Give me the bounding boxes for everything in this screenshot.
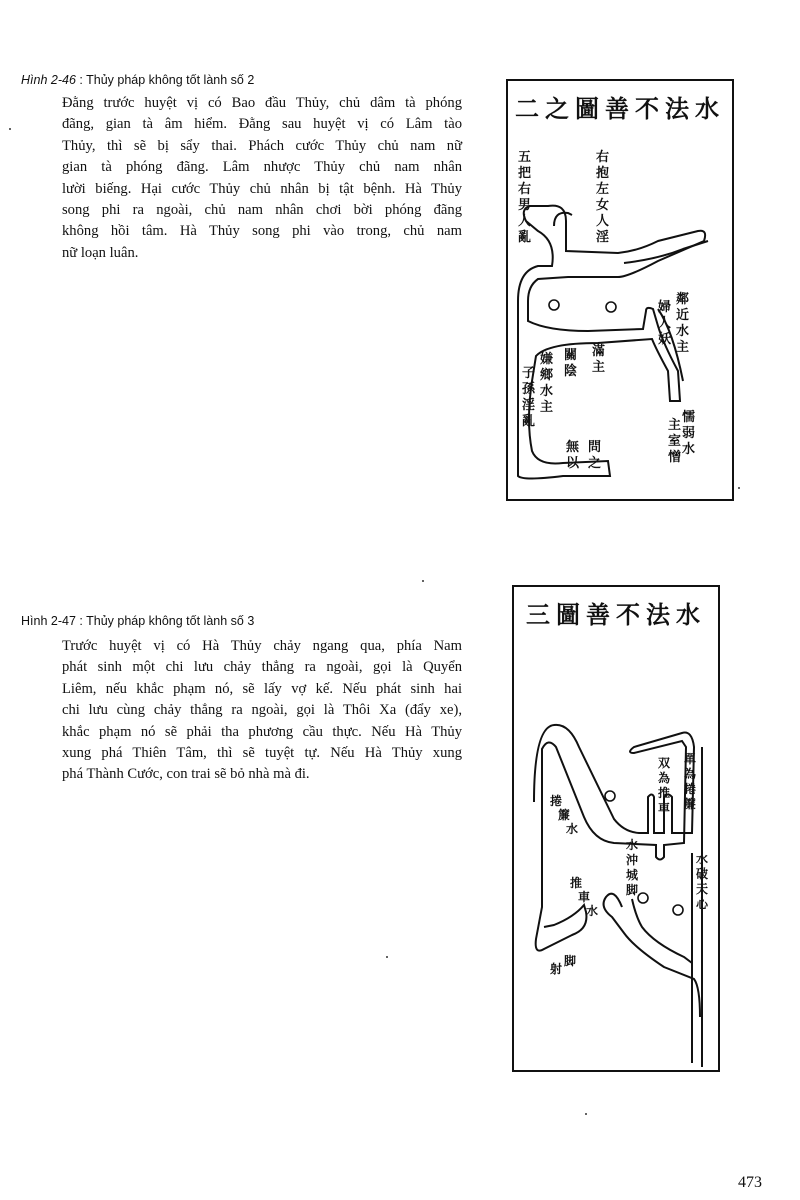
svg-text:左: 左	[596, 182, 610, 197]
text-line: không hồi tâm. Hà Thủy song phi vào trong, chủ nam	[62, 223, 462, 240]
svg-text:婦: 婦	[658, 300, 672, 315]
svg-text:滿: 滿	[592, 344, 606, 359]
svg-text:水: 水	[566, 822, 579, 836]
caption-separator: :	[75, 73, 87, 87]
svg-text:室: 室	[668, 434, 682, 449]
text-line: chi lưu cùng chảy thẳng ra ngoài, gọi là Thôi Xa (đẩy xe),	[62, 702, 462, 719]
svg-text:以: 以	[566, 456, 580, 471]
svg-text:主: 主	[668, 418, 682, 433]
svg-text:把: 把	[518, 166, 532, 181]
water-channel-drawing	[514, 587, 718, 1070]
svg-text:水: 水	[586, 904, 599, 918]
text-line: Đằng trước huyệt vị có Bao đầu Thủy, chủ dâm tà phóng	[62, 95, 462, 111]
svg-text:簾: 簾	[684, 797, 697, 811]
text-line: Trước huyệt vị có Hà Thủy chảy ngang qua, phía Nam	[62, 638, 462, 654]
paragraph-2-47	[62, 636, 462, 786]
text-line: Thủy, thì sẽ bị sẩy thai. Phách cước Thủy chủ nam nữ	[62, 137, 462, 154]
svg-text:水: 水	[682, 442, 696, 457]
svg-text:鄰: 鄰	[676, 292, 690, 307]
svg-text:右: 右	[596, 150, 610, 165]
svg-text:天: 天	[696, 882, 709, 896]
svg-text:車: 車	[578, 890, 591, 904]
figure-title: 二之圖善不法水	[515, 94, 725, 123]
svg-text:脚: 脚	[626, 883, 639, 897]
svg-text:心: 心	[696, 897, 709, 911]
svg-text:水: 水	[540, 384, 554, 399]
svg-text:懦: 懦	[682, 410, 696, 425]
svg-text:水: 水	[696, 852, 709, 866]
scan-speck	[585, 1113, 587, 1115]
svg-text:為: 為	[684, 767, 697, 781]
svg-text:孫: 孫	[522, 382, 536, 397]
svg-text:主: 主	[592, 360, 606, 375]
caption-title: Thủy pháp không tốt lành số 3	[86, 614, 255, 628]
svg-text:五: 五	[518, 150, 532, 165]
svg-text:簾: 簾	[558, 808, 571, 822]
figure-title: 三圖善不法水	[526, 600, 706, 629]
text-line: Liêm, nếu khắc phạm nó, sẽ lấy vợ kế. Nếu phát sinh hai	[62, 680, 462, 697]
svg-text:脚: 脚	[564, 954, 577, 968]
svg-text:人: 人	[658, 316, 672, 331]
figure-2-47-diagram	[512, 585, 720, 1072]
figure-caption-2-47	[21, 614, 254, 628]
text-line: đãng, gian tà âm hiểm. Đằng sau huyệt vị có Lâm tào	[62, 116, 462, 133]
svg-text:右: 右	[518, 182, 532, 197]
svg-text:捲: 捲	[550, 794, 563, 808]
svg-text:無: 無	[566, 440, 580, 455]
svg-text:人: 人	[518, 214, 532, 229]
svg-text:亂: 亂	[518, 230, 532, 245]
page-number: 473	[738, 1174, 762, 1191]
svg-text:子: 子	[522, 366, 536, 381]
text-line: nữ loạn luân.	[62, 244, 139, 261]
scan-speck	[386, 956, 388, 958]
text-line: phát sinh một chi lưu chảy thẳng ra ngoài, gọi là Quyển	[62, 659, 462, 676]
paragraph-2-46	[62, 93, 462, 264]
svg-text:單: 單	[684, 752, 697, 766]
svg-text:之: 之	[588, 456, 602, 471]
text-line: khắc phạm nó sẽ phải tha phương cầu thực. Nếu Hà Thủy	[62, 723, 462, 740]
svg-text:問: 問	[588, 440, 602, 455]
svg-text:淫: 淫	[522, 398, 536, 413]
svg-text:推: 推	[570, 876, 583, 890]
text-line: song phi ra ngoài, chủ nam nhân chơi bời phóng đãng	[62, 202, 462, 219]
svg-text:女: 女	[596, 198, 610, 213]
svg-text:城: 城	[626, 868, 639, 882]
svg-text:車: 車	[658, 801, 671, 815]
svg-text:嫌: 嫌	[540, 352, 554, 367]
svg-text:推: 推	[658, 786, 671, 800]
figure-2-46-diagram	[506, 79, 734, 501]
svg-text:弱: 弱	[682, 426, 696, 441]
scan-speck	[9, 128, 11, 130]
caption-title: Thủy pháp không tốt lành số 2	[86, 73, 255, 87]
svg-text:人: 人	[596, 214, 610, 229]
svg-text:男: 男	[518, 198, 532, 213]
svg-text:主: 主	[676, 340, 690, 355]
text-line: xung phá Thiên Tâm, thì sẽ tuyệt tự. Nếu Hà Thủy xung	[62, 745, 462, 762]
svg-text:沖: 沖	[626, 853, 639, 867]
svg-text:淫: 淫	[596, 230, 610, 245]
svg-text:為: 為	[658, 771, 671, 785]
figure-caption-2-46	[21, 73, 254, 87]
svg-text:双: 双	[658, 756, 671, 770]
text-line: phá Thành Cước, con trai sẽ bỏ nhà mà đi.	[62, 766, 310, 783]
svg-text:近: 近	[676, 308, 690, 323]
svg-text:憎: 憎	[668, 450, 682, 465]
svg-text:破: 破	[696, 867, 709, 881]
caption-separator: :	[75, 614, 87, 628]
svg-text:水: 水	[676, 324, 690, 339]
svg-text:關: 關	[564, 348, 578, 363]
figure-number: Hình 2-46	[21, 73, 76, 87]
text-line: gian tà phóng đãng. Lâm nhược Thủy chủ nam nhân	[62, 159, 462, 176]
figure-number: Hình 2-47	[21, 614, 76, 628]
svg-text:抱: 抱	[596, 166, 610, 181]
water-channel-drawing	[508, 81, 732, 499]
svg-text:主: 主	[540, 400, 554, 415]
svg-text:妖: 妖	[658, 332, 672, 347]
scan-speck	[738, 487, 740, 489]
text-line: lười biếng. Hại cước Thủy chủ nhân bị tật bệnh. Hà Thủy	[62, 180, 462, 197]
svg-text:射: 射	[550, 962, 563, 976]
svg-text:捲: 捲	[684, 782, 697, 796]
svg-text:鄉: 鄉	[540, 368, 554, 383]
scan-speck	[422, 580, 424, 582]
svg-text:水: 水	[626, 838, 639, 852]
svg-text:陰: 陰	[564, 364, 578, 379]
svg-text:亂: 亂	[522, 414, 536, 429]
